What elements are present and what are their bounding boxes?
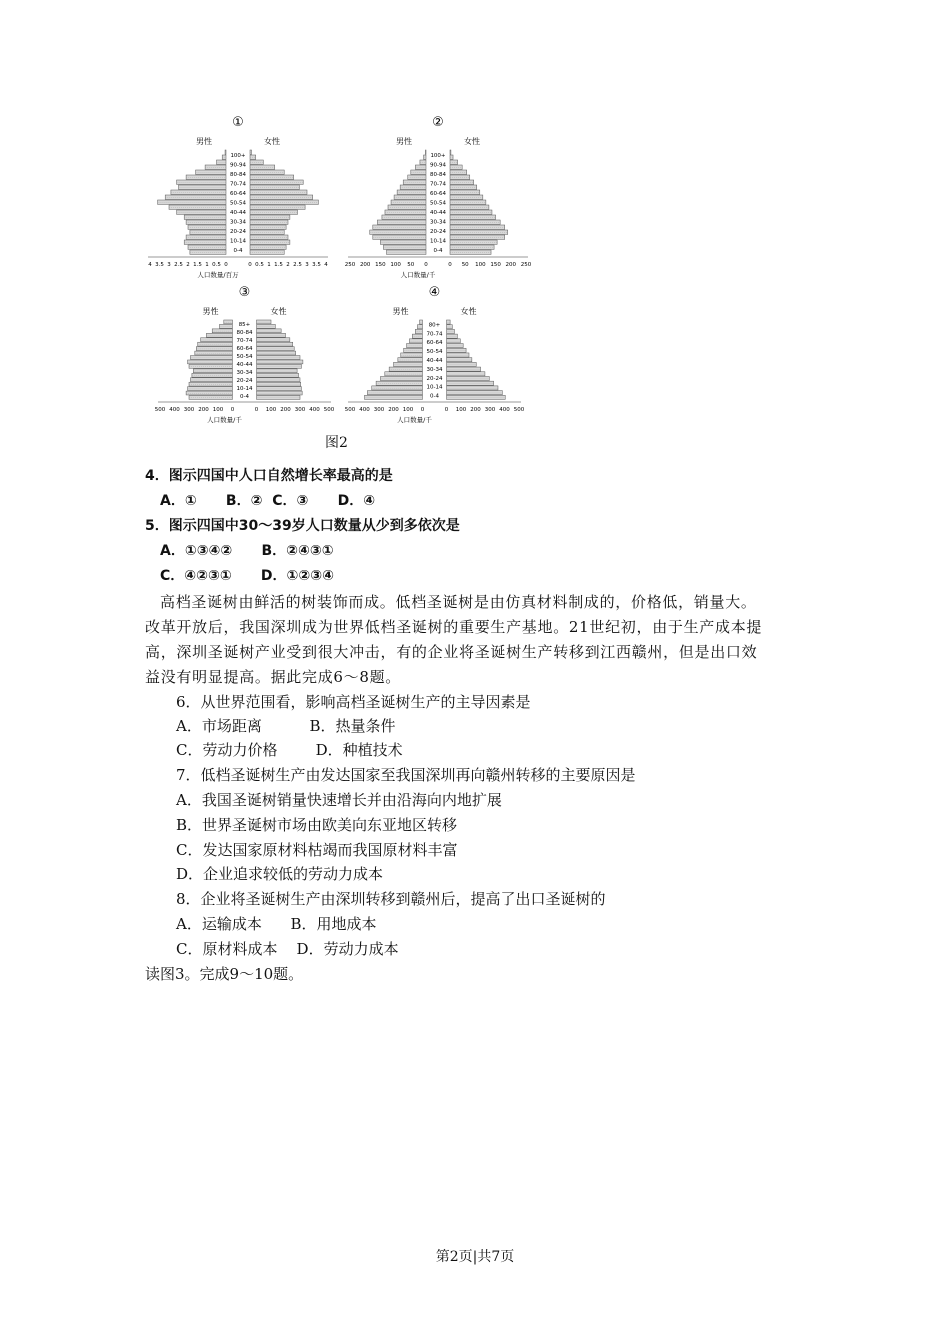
age-tick: 0-4 — [233, 248, 243, 255]
age-tick: 90-94 — [230, 162, 246, 169]
question-7: 7．低档圣诞树生产由发达国家至我国深圳再向赣州转移的主要原因是 — [176, 766, 636, 784]
male-bar — [373, 225, 426, 229]
x-tick: 0.5 — [212, 262, 221, 268]
male-bar — [177, 210, 226, 214]
age-tick: 30-34 — [230, 219, 246, 226]
x-tick: 100 — [455, 407, 467, 413]
male-bar — [190, 378, 232, 382]
x-tick: 1 — [205, 262, 209, 268]
female-bar — [447, 344, 464, 348]
x-tick: 2 — [186, 262, 190, 268]
age-tick: 10-14 — [236, 386, 253, 392]
female-bar — [250, 170, 284, 174]
female-bar — [447, 358, 472, 362]
x-tick: 100 — [402, 407, 414, 413]
male-bar — [186, 220, 226, 224]
male-bar — [403, 180, 426, 184]
male-bar — [192, 373, 233, 377]
female-bar — [447, 334, 458, 338]
age-tick: 60-64 — [236, 346, 253, 352]
question-8-options-2: C．原材料成本 D．劳动力成本 — [176, 940, 399, 958]
male-bar — [186, 235, 226, 239]
female-bar — [250, 200, 318, 204]
age-tick: 40-44 — [230, 210, 246, 217]
female-bar — [447, 320, 451, 324]
male-bar — [415, 165, 426, 169]
age-tick: 85+ — [238, 322, 251, 328]
x-axis-label: 人口数量/千 — [207, 416, 242, 424]
male-bar — [373, 235, 426, 239]
male-bar — [376, 381, 422, 385]
figure-caption: 图2 — [325, 435, 348, 451]
x-tick: 300 — [484, 407, 496, 413]
age-tick: 60-64 — [230, 190, 246, 197]
female-bar — [250, 150, 252, 154]
question-8: 8．企业将圣诞树生产由深圳转移到赣州后，提高了出口圣诞树的 — [176, 890, 606, 908]
female-bar — [447, 353, 469, 357]
x-tick: 500 — [513, 407, 525, 413]
female-bar — [447, 348, 467, 352]
female-bar — [250, 185, 299, 189]
female-bar — [257, 351, 296, 355]
female-bar — [450, 220, 500, 224]
age-tick: 100+ — [230, 152, 246, 159]
female-bar — [257, 378, 301, 382]
male-bar — [372, 386, 423, 390]
age-tick: 100+ — [430, 152, 446, 159]
female-bar — [257, 342, 293, 346]
question-6-options-1: A．市场距离 B．热量条件 — [176, 717, 396, 735]
pyramid-1 — [142, 112, 334, 287]
pyramid-3-svg — [152, 282, 337, 432]
x-tick: 100 — [390, 262, 401, 268]
passage-line-2: 改革开放后，我国深圳成为世界低档圣诞树的重要生产基地。21世纪初，由于生产成本提 — [145, 618, 763, 636]
question-5: 5．图示四国中30～39岁人口数量从少到多依次是 — [145, 518, 460, 534]
male-bar — [424, 155, 426, 159]
female-bar — [250, 195, 313, 199]
female-bar — [257, 329, 282, 333]
male-bar — [219, 324, 232, 328]
male-bar — [222, 155, 226, 159]
female-bar — [447, 325, 453, 329]
female-bar — [450, 250, 491, 254]
female-bar — [450, 180, 474, 184]
male-bar — [385, 210, 426, 214]
x-tick: 0.5 — [255, 262, 264, 268]
female-bar — [250, 250, 284, 254]
age-tick: 90-94 — [430, 162, 446, 169]
age-tick: 20-24 — [426, 375, 443, 382]
female-bar — [447, 391, 503, 395]
female-bar — [450, 210, 492, 214]
male-bar — [417, 325, 422, 329]
female-bar — [250, 180, 303, 184]
age-tick: 30-34 — [236, 370, 253, 376]
x-tick: 150 — [490, 262, 501, 268]
female-bar — [447, 329, 455, 333]
male-label: 男性 — [396, 137, 412, 146]
male-bar — [380, 240, 426, 244]
x-tick: 400 — [499, 407, 510, 413]
x-tick: 300 — [373, 407, 385, 413]
x-tick: 200 — [470, 407, 481, 413]
female-bar — [250, 245, 286, 249]
male-bar — [158, 200, 226, 204]
pyramid-4 — [342, 282, 527, 432]
female-bar — [257, 360, 303, 364]
x-tick: 200 — [388, 407, 399, 413]
age-tick: 50-54 — [426, 349, 443, 356]
x-tick: 0 — [424, 262, 428, 268]
male-bar — [165, 195, 226, 199]
x-tick: 400 — [169, 407, 180, 413]
female-bar — [450, 190, 480, 194]
male-bar — [186, 175, 226, 179]
x-tick: 300 — [294, 407, 306, 413]
passage-line-1: 高档圣诞树由鲜活的树装饰而成。低档圣诞树是由仿真材料制成的，价格低，销量大。 — [160, 593, 757, 611]
age-tick: 60-64 — [426, 340, 443, 347]
female-bar — [257, 396, 301, 400]
x-tick: 3 — [167, 262, 171, 268]
x-tick: 1 — [267, 262, 271, 268]
female-bar — [250, 210, 298, 214]
female-bar — [257, 320, 272, 324]
male-bar — [188, 387, 233, 391]
female-bar — [257, 369, 298, 373]
male-bar — [169, 205, 226, 209]
female-bar — [447, 395, 506, 399]
x-tick: 250 — [520, 262, 532, 268]
male-bar — [177, 180, 226, 184]
x-tick: 50 — [407, 262, 415, 268]
pyramid-1-svg — [142, 112, 334, 287]
question-5-options-2: C．④②③① D．①②③④ — [160, 568, 334, 584]
male-bar — [179, 185, 227, 189]
male-bar — [425, 150, 426, 154]
population-pyramids-figure — [142, 112, 537, 452]
age-tick: 50-54 — [236, 354, 253, 360]
female-bar — [450, 235, 505, 239]
question-5-options-1: A．①③④② B．②④③① — [160, 543, 334, 559]
male-bar — [188, 360, 233, 364]
female-bar — [250, 240, 290, 244]
male-bar — [404, 348, 423, 352]
age-tick: 20-24 — [236, 378, 253, 384]
question-7-option-d: D．企业追求较低的劳动力成本 — [176, 865, 384, 883]
male-bar — [225, 150, 226, 154]
age-tick: 0-4 — [240, 394, 249, 400]
age-tick: 70-74 — [230, 181, 246, 188]
male-bar — [365, 395, 423, 399]
female-bar — [450, 155, 453, 159]
male-bar — [389, 367, 422, 371]
female-bar — [447, 339, 461, 343]
female-bar — [250, 155, 256, 159]
x-tick: 200 — [359, 262, 371, 268]
female-bar — [250, 220, 288, 224]
age-tick: 20-24 — [430, 229, 446, 236]
pyramid-2 — [342, 112, 534, 287]
female-bar — [450, 205, 489, 209]
question-7-option-a: A．我国圣诞树销量快速增长并由沿海向内地扩展 — [176, 791, 502, 809]
female-bar — [450, 165, 462, 169]
male-bar — [411, 170, 426, 174]
x-tick: 3.5 — [312, 262, 321, 268]
female-bar — [447, 367, 481, 371]
male-bar — [184, 215, 226, 219]
male-bar — [212, 329, 232, 333]
male-bar — [370, 230, 426, 234]
female-bar — [450, 245, 494, 249]
male-bar — [190, 250, 226, 254]
x-tick: 3 — [305, 262, 309, 268]
male-bar — [415, 329, 422, 333]
female-bar — [450, 150, 451, 154]
x-tick: 2.5 — [174, 262, 183, 268]
age-tick: 80+ — [428, 322, 441, 329]
female-bar — [450, 170, 467, 174]
age-tick: 10-14 — [230, 238, 246, 245]
female-bar — [450, 200, 486, 204]
male-bar — [400, 185, 426, 189]
x-tick: 100 — [265, 407, 277, 413]
question-6-options-2: C．劳动力价格 D．种植技术 — [176, 741, 403, 759]
male-bar — [186, 391, 232, 395]
male-label: 男性 — [202, 307, 219, 316]
female-bar — [447, 376, 490, 380]
female-label: 女性 — [460, 307, 477, 316]
age-tick: 30-34 — [430, 219, 446, 226]
male-bar — [217, 160, 227, 164]
male-bar — [224, 320, 233, 324]
x-tick: 3.5 — [155, 262, 164, 268]
age-tick: 80-84 — [430, 171, 446, 178]
male-bar — [195, 351, 233, 355]
x-tick: 100 — [212, 407, 224, 413]
age-tick: 10-14 — [426, 384, 443, 391]
question-4-options: A．① B．② C．③ D．④ — [160, 493, 376, 509]
passage-line-4: 益没有明显提高。据此完成6～8题。 — [145, 668, 401, 686]
x-tick: 500 — [323, 407, 335, 413]
male-bar — [394, 362, 423, 366]
female-bar — [257, 324, 276, 328]
female-bar — [450, 185, 477, 189]
pyramid-label: ③ — [238, 285, 251, 300]
male-bar — [398, 358, 423, 362]
age-tick: 70-74 — [236, 338, 253, 344]
female-bar — [447, 372, 485, 376]
female-bar — [257, 387, 302, 391]
female-label: 女性 — [270, 307, 287, 316]
x-tick: 250 — [344, 262, 356, 268]
pyramid-2-svg — [342, 112, 534, 287]
female-bar — [250, 215, 290, 219]
x-tick: 500 — [154, 407, 166, 413]
x-tick: 0 — [224, 262, 228, 268]
male-bar — [171, 190, 226, 194]
male-bar — [388, 205, 426, 209]
x-tick: 200 — [505, 262, 517, 268]
female-bar — [450, 175, 470, 179]
male-label: 男性 — [392, 307, 409, 316]
female-bar — [250, 175, 294, 179]
male-bar — [394, 195, 426, 199]
male-bar — [386, 250, 426, 254]
age-tick: 10-14 — [430, 238, 446, 245]
age-tick: 0-4 — [430, 393, 439, 400]
female-label: 女性 — [264, 137, 280, 146]
male-bar — [408, 175, 426, 179]
female-bar — [257, 333, 286, 337]
question-7-option-b: B．世界圣诞树市场由欧美向东亚地区转移 — [176, 816, 458, 834]
age-tick: 0-4 — [433, 248, 443, 255]
male-bar — [188, 245, 226, 249]
male-bar — [391, 200, 426, 204]
male-bar — [382, 215, 426, 219]
question-8-options-1: A．运输成本 B．用地成本 — [176, 915, 377, 933]
female-bar — [447, 381, 494, 385]
male-bar — [205, 165, 226, 169]
age-tick: 80-84 — [230, 171, 246, 178]
age-tick: 70-74 — [426, 331, 443, 338]
question-7-option-c: C．发达国家原材料枯竭而我国原材料丰富 — [176, 841, 458, 859]
female-bar — [450, 240, 497, 244]
male-bar — [201, 338, 233, 342]
pyramid-label: ④ — [428, 285, 441, 300]
x-tick: 200 — [280, 407, 291, 413]
age-tick: 40-44 — [430, 210, 446, 217]
x-tick: 200 — [198, 407, 209, 413]
female-bar — [450, 225, 505, 229]
male-bar — [401, 353, 423, 357]
female-bar — [257, 356, 301, 360]
male-bar — [198, 342, 233, 346]
female-bar — [257, 347, 295, 351]
x-tick: 400 — [309, 407, 320, 413]
age-tick: 60-64 — [430, 190, 446, 197]
age-tick: 50-54 — [230, 200, 246, 207]
female-bar — [250, 190, 307, 194]
male-bar — [383, 245, 426, 249]
x-axis-label: 人口数量/千 — [400, 271, 436, 279]
x-tick: 0 — [448, 262, 452, 268]
male-bar — [196, 347, 232, 351]
female-bar — [450, 215, 496, 219]
x-tick: 1.5 — [274, 262, 283, 268]
x-tick: 150 — [375, 262, 386, 268]
male-bar — [409, 339, 422, 343]
pyramid-label: ① — [232, 115, 244, 130]
pyramid-4-svg — [342, 282, 527, 432]
page-footer: 第2页|共7页 — [435, 1249, 515, 1265]
female-bar — [450, 160, 458, 164]
age-tick: 20-24 — [230, 229, 246, 236]
x-tick: 100 — [475, 262, 486, 268]
female-bar — [257, 338, 290, 342]
male-bar — [412, 334, 422, 338]
male-bar — [196, 170, 226, 174]
male-bar — [189, 382, 233, 386]
female-bar — [447, 362, 477, 366]
x-tick: 1.5 — [193, 262, 202, 268]
female-bar — [447, 386, 498, 390]
pyramid-label: ② — [432, 115, 444, 130]
age-tick: 40-44 — [236, 362, 253, 368]
x-tick: 300 — [183, 407, 195, 413]
male-bar — [380, 376, 422, 380]
male-bar — [420, 160, 426, 164]
female-bar — [250, 205, 305, 209]
male-bar — [189, 396, 233, 400]
age-tick: 40-44 — [426, 358, 443, 364]
x-axis-label: 人口数量/百万 — [197, 271, 239, 279]
male-label: 男性 — [196, 137, 212, 146]
question-9-intro: 读图3。完成9～10题。 — [145, 965, 304, 983]
female-bar — [450, 230, 508, 234]
male-bar — [206, 333, 232, 337]
question-6: 6．从世界范围看，影响高档圣诞树生产的主导因素是 — [176, 693, 531, 711]
male-bar — [190, 230, 226, 234]
male-bar — [190, 356, 232, 360]
male-bar — [407, 344, 423, 348]
x-tick: 4 — [148, 262, 152, 268]
female-bar — [250, 235, 288, 239]
x-tick: 0 — [254, 407, 259, 413]
male-bar — [377, 220, 426, 224]
male-bar — [188, 225, 226, 229]
age-tick: 30-34 — [426, 366, 443, 373]
male-bar — [367, 391, 422, 395]
male-bar — [184, 240, 226, 244]
female-bar — [257, 382, 301, 386]
female-bar — [257, 364, 302, 368]
male-bar — [193, 369, 232, 373]
pyramid-3 — [152, 282, 337, 432]
age-tick: 80-84 — [236, 330, 253, 336]
x-tick: 500 — [344, 407, 356, 413]
question-4: 4．图示四国中人口自然增长率最高的是 — [145, 468, 393, 484]
female-bar — [450, 195, 483, 199]
x-tick: 50 — [461, 262, 469, 268]
male-bar — [385, 372, 423, 376]
age-tick: 70-74 — [430, 181, 446, 188]
female-bar — [257, 391, 303, 395]
male-bar — [189, 364, 233, 368]
female-bar — [257, 373, 299, 377]
female-bar — [250, 160, 263, 164]
female-bar — [250, 230, 284, 234]
x-tick: 4 — [324, 262, 328, 268]
male-bar — [397, 190, 426, 194]
x-tick: 400 — [359, 407, 370, 413]
x-tick: 0 — [420, 407, 425, 413]
male-bar — [420, 320, 423, 324]
x-tick: 2.5 — [293, 262, 302, 268]
x-tick: 0 — [444, 407, 449, 413]
x-axis-label: 人口数量/千 — [397, 416, 432, 424]
passage-line-3: 高，深圳圣诞树产业受到很大冲击，有的企业将圣诞树生产转移到江西赣州，但是出口效 — [145, 643, 758, 661]
x-tick: 0 — [248, 262, 252, 268]
x-tick: 2 — [286, 262, 290, 268]
x-tick: 0 — [230, 407, 235, 413]
female-bar — [250, 165, 275, 169]
female-label: 女性 — [464, 137, 480, 146]
age-tick: 50-54 — [430, 200, 446, 207]
female-bar — [250, 225, 286, 229]
